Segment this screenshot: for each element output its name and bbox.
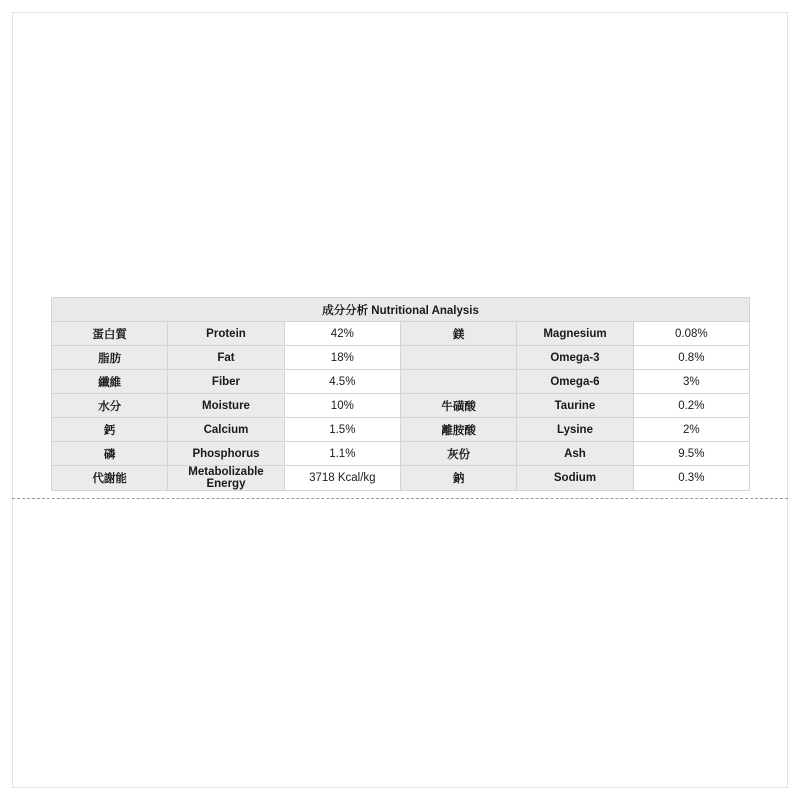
row-value-right: 0.08% xyxy=(633,322,749,346)
row-label-en-right: Omega-3 xyxy=(517,346,633,370)
table-row xyxy=(52,394,750,418)
row-label-en: Moisture xyxy=(168,394,284,418)
row-label-cn: 蛋白質 xyxy=(52,322,168,346)
row-label-cn: 代謝能 xyxy=(52,466,168,491)
row-value: 4.5% xyxy=(284,370,400,394)
row-label-cn: 水分 xyxy=(52,394,168,418)
row-label-cn: 磷 xyxy=(52,442,168,466)
row-label-cn-right xyxy=(400,346,516,370)
row-value-right: 2% xyxy=(633,418,749,442)
row-label-cn: 纖維 xyxy=(52,370,168,394)
row-value-right: 9.5% xyxy=(633,442,749,466)
row-label-cn-right: 鈉 xyxy=(400,466,516,491)
row-value-right: 3% xyxy=(633,370,749,394)
row-value-right: 0.8% xyxy=(633,346,749,370)
table-title-row xyxy=(52,298,750,322)
row-label-cn-right: 灰份 xyxy=(400,442,516,466)
row-value: 42% xyxy=(284,322,400,346)
row-label-en-right: Omega-6 xyxy=(517,370,633,394)
row-value-right: 0.2% xyxy=(633,394,749,418)
row-label-cn-right xyxy=(400,370,516,394)
row-label-en: Phosphorus xyxy=(168,442,284,466)
row-label-en: Protein xyxy=(168,322,284,346)
nutritional-analysis-table-container xyxy=(51,297,750,491)
table-title: 成分分析 Nutritional Analysis xyxy=(52,298,750,322)
table-row xyxy=(52,322,750,346)
row-label-en-right: Ash xyxy=(517,442,633,466)
table-row xyxy=(52,418,750,442)
row-label-en: Metabolizable Energy xyxy=(168,466,284,491)
row-value: 1.5% xyxy=(284,418,400,442)
row-label-en: Fat xyxy=(168,346,284,370)
table-row xyxy=(52,370,750,394)
table-row xyxy=(52,442,750,466)
row-value-right: 0.3% xyxy=(633,466,749,491)
row-label-cn: 鈣 xyxy=(52,418,168,442)
row-label-en-right: Taurine xyxy=(517,394,633,418)
row-label-en-right: Lysine xyxy=(517,418,633,442)
row-value: 18% xyxy=(284,346,400,370)
row-value: 3718 Kcal/kg xyxy=(284,466,400,491)
row-label-cn-right: 離胺酸 xyxy=(400,418,516,442)
row-label-en: Calcium xyxy=(168,418,284,442)
table-row xyxy=(52,466,750,491)
row-label-en-right: Sodium xyxy=(517,466,633,491)
table-row xyxy=(52,346,750,370)
row-label-en: Fiber xyxy=(168,370,284,394)
row-label-cn: 脂肪 xyxy=(52,346,168,370)
row-label-cn-right: 鎂 xyxy=(400,322,516,346)
row-value: 10% xyxy=(284,394,400,418)
dashed-divider xyxy=(12,498,788,499)
nutritional-analysis-table xyxy=(51,297,750,491)
row-value: 1.1% xyxy=(284,442,400,466)
row-label-en-right: Magnesium xyxy=(517,322,633,346)
row-label-cn-right: 牛磺酸 xyxy=(400,394,516,418)
